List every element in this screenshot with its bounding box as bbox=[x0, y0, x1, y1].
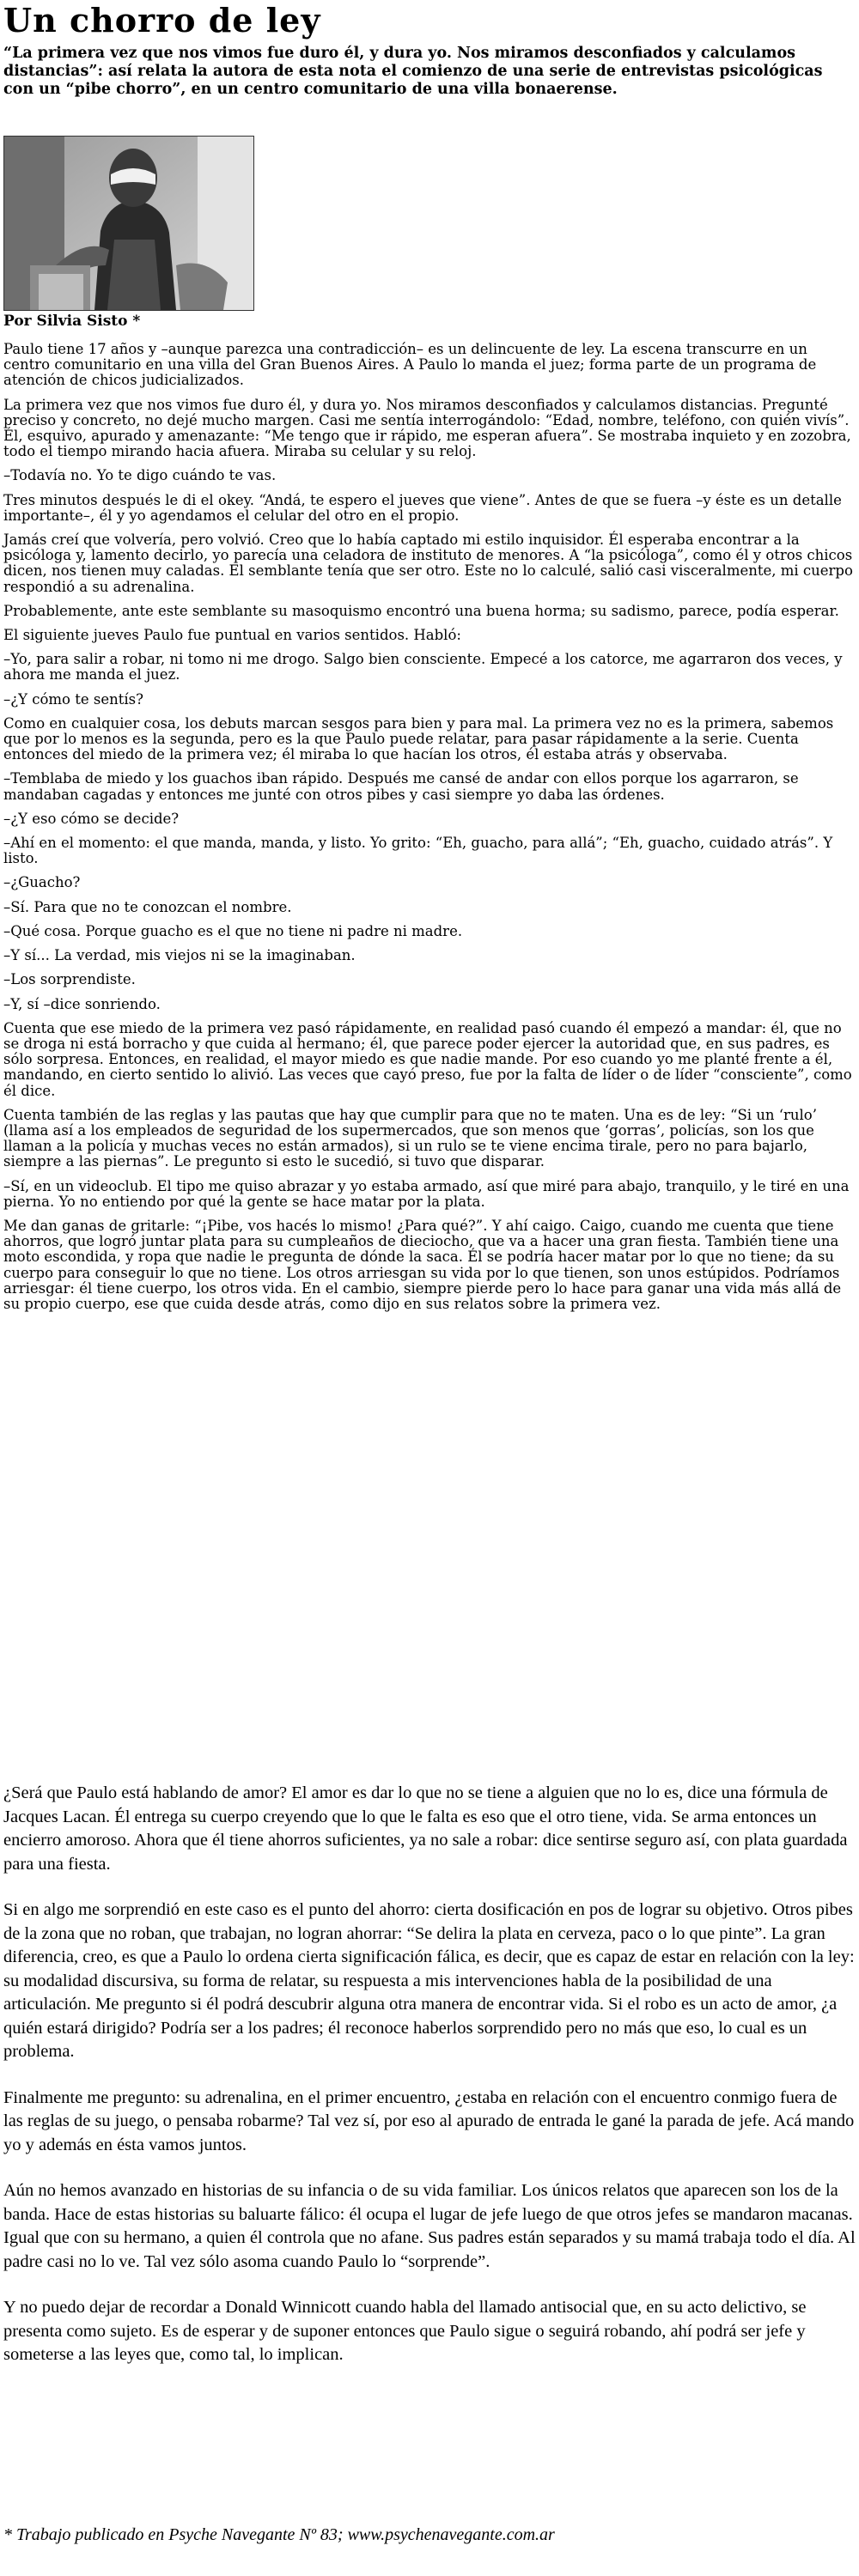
paragraph: –Y, sí –dice sonriendo. bbox=[3, 995, 161, 1012]
article-body-large bbox=[3, 1782, 856, 2390]
paragraph: La primera vez que nos vimos fue duro él, y dura yo. Nos miramos desconfiados y calculamos distancias. Pregunté preciso y concreto, no dejé mucho margen. Casi me sentía interrogándolo: “Edad, nombre, teléfono, con quién vivís”. Él, esquivo, apurado y amenazante: “Me tengo que ir rápido, me esperan afuera”. Se mostraba inquieto y en zozobra, todo el tiempo mirando hacia afuera. Miraba su celular y su reloj. bbox=[3, 396, 851, 460]
paragraph: Jamás creí que volvería, pero volvió. Creo que lo había captado mi estilo inquisidor. Él esperaba encontrar a la psicóloga y, lamento decirlo, yo parecía una celadora de instituto de menores. A “la psicóloga”, como él y otros chicos dicen, nos tienen muy caladas. El semblante tenía que ser otro. Este no lo calculé, salió casi visceralmente, mi cuerpo respondió a su adrenalina. bbox=[3, 532, 853, 595]
paragraph: –¿Guacho? bbox=[3, 874, 81, 891]
paragraph: Tres minutos después le di el okey. “Andá, te espero el jueves que viene”. Antes de que se fuera –y éste es un detalle importante–, él y yo agendamos el celular del otro en el propio. bbox=[3, 491, 842, 524]
paragraph: Cuenta que ese miedo de la primera vez pasó rápidamente, en realidad pasó cuando él empezó a mandar: él, que no se droga ni está borracho y que cuida al hermano; él, que parece poder ejercer la autoridad que, en sus padres, es sólo sorpresa. Entonces, en realidad, el mayor miedo es que nadie mande. Por eso cuando yo me planté frente a él, mandando, en cierto sentido lo alivió. Las veces que cayó preso, fue por la falta de líder o de líder “consciente”, como él dice. bbox=[3, 1019, 852, 1099]
paragraph: Finalmente me pregunto: su adrenalina, en el primer encuentro, ¿estaba en relación con el encuentro conmigo fuera de las reglas de su juego, o pensaba robarme? Tal vez sí, por eso al apurado de entrada le gané la parada de jefe. Acá mando yo y además en ésta vamos juntos. bbox=[3, 2087, 855, 2154]
paragraph: –Ahí en el momento: el que manda, manda, y listo. Yo grito: “Eh, guacho, para allá”; “Eh, guacho, cuidado atrás”. Y listo. bbox=[3, 835, 833, 867]
paragraph: –Yo, para salir a robar, ni tomo ni me drogo. Salgo bien consciente. Empecé a los catorce, me agarraron dos veces, y ahora me manda el juez. bbox=[3, 651, 843, 683]
paragraph: –¿Y cómo te sentís? bbox=[3, 690, 143, 708]
article-body-small bbox=[3, 342, 856, 1321]
photo-figure bbox=[4, 137, 253, 310]
paragraph: –Qué cosa. Porque guacho es el que no tiene ni padre ni madre. bbox=[3, 922, 463, 939]
paragraph: ¿Será que Paulo está hablando de amor? El amor es dar lo que no se tiene a alguien que no lo es, dice una fórmula de Jacques Lacan. Él entrega su cuerpo creyendo que lo que le falta es eso que el otro tiene, vida. Se arma entonces un encierro amoroso. Ahora que él tiene ahorros suficientes, ya no sale a robar: dice sentirse seguro así, con plata guardada para una fiesta. bbox=[3, 1783, 848, 1874]
paragraph: –¿Y eso cómo se decide? bbox=[3, 810, 180, 827]
article-lead: “La primera vez que nos vimos fue duro él, y dura yo. Nos miramos desconfiados y calculamos distancias”: así relata la autora de esta nota el comienzo de una serie de entrevistas psicológicas con un “pibe chorro”, en un centro comunitario de una villa bonaerense. bbox=[3, 45, 823, 98]
paragraph: –Sí, en un videoclub. El tipo me quiso abrazar y yo estaba armado, así que miré para abajo, tranquilo, y le tiré en una pierna. Yo no entiendo por qué la gente se hace matar por la plata. bbox=[3, 1177, 850, 1210]
paragraph: Me dan ganas de gritarle: “¡Pibe, vos hacés lo mismo! ¿Para qué?”. Y ahí caigo. Caigo, cuando me cuenta que tiene ahorros, que logró juntar plata para su cumpleaños de dieciocho, que va a hacer una gran fiesta. También tiene una moto escondida, y ropa que nadie le pregunta de dónde la saca. Él se podría hacer matar por lo que no tiene; da su cuerpo para conseguir lo que no tiene. Los otros arriesgan su vida por lo que tienen, son unos estúpidos. Podríamos arriesgar: él tiene cuerpo, los otros vida. En el cambio, siempre pierde pero lo hace para ganar una vida más allá de su propio cuerpo, ese que cuida desde atrás, como dijo en sus relatos sobre la primera vez. bbox=[3, 1217, 842, 1312]
paragraph: Como en cualquier cosa, los debuts marcan sesgos para bien y para mal. La primera vez no es la primera, sabemos que por lo menos es la segunda, pero es la que Paulo puede relatar, para pasar rápidamente a la serie. Cuenta entonces del miedo de la primera vez; él miraba lo que hacían los otros, él estaba atrás y observaba. bbox=[3, 714, 834, 763]
paragraph: Probablemente, ante este semblante su masoquismo encontró una buena horma; su sadismo, parece, podía esperar. bbox=[3, 602, 839, 619]
paragraph: –Todavía no. Yo te digo cuándo te vas. bbox=[3, 467, 277, 484]
article-title: Un chorro de ley bbox=[3, 1, 321, 39]
paragraph: –Y sí... La verdad, mis viejos ni se la imaginaban. bbox=[3, 947, 356, 964]
paragraph: Si en algo me sorprendió en este caso es el punto del ahorro: cierta dosificación en pos de lograr su objetivo. Otros pibes de la zona que no roban, que trabajan, no logran ahorrar: “Se delira la plata en cerveza, paco o lo que pinte”. La gran diferencia, creo, es que a Paulo lo ordena cierta significación fálica, es decir, que es capaz de estar en relación con la ley: su modalidad discursiva, su forma de relatar, su respuesta a mis intervenciones habla de la posibilidad de una articulación. Me pregunto si él podrá descubrir alguna otra manera de encontrar vida. Si el robo es un acto de amor, ¿a quién estará dirigido? Podría ser a los padres; él reconoce haberlos sorprendido pero no más que eso, lo cual es un problema. bbox=[3, 1900, 855, 2061]
paragraph: Cuenta también de las reglas y las pautas que hay que cumplir para que no te maten. Una es de ley: “Si un ‘rulo’ (llama así a los empleados de seguridad de los supermercados, que son menos que ‘gorras’, policías, son los que llaman a la policía y muchas veces no están armados), si un rulo se te viene encima tirale, pero no para bajarlo, siempre a las piernas”. Le pregunto si esto le sucedió, si tuvo que disparar. bbox=[3, 1106, 817, 1170]
article-byline: Por Silvia Sisto * bbox=[3, 313, 141, 330]
article-photo bbox=[3, 136, 254, 311]
paragraph: Paulo tiene 17 años y –aunque parezca una contradicción– es un delincuente de ley. La escena transcurre en un centro comunitario en una villa del Gran Buenos Aires. A Paulo lo manda el juez; forma parte de un programa de atención de chicos judicializados. bbox=[3, 341, 817, 389]
paragraph: Y no puedo dejar de recordar a Donald Winnicott cuando habla del llamado antisocial que, en su acto delictivo, se presenta como sujeto. Es de esperar y de suponer entonces que Paulo sigue o seguirá robando, ahí podrá ser jefe y someterse a las leyes que, como tal, lo implican. bbox=[3, 2298, 807, 2364]
paragraph: El siguiente jueves Paulo fue puntual en varios sentidos. Habló: bbox=[3, 627, 461, 644]
paragraph: –Sí. Para que no te conozcan el nombre. bbox=[3, 898, 292, 915]
paragraph: Aún no hemos avanzado en historias de su infancia o de su vida familiar. Los únicos relatos que aparecen son los de la banda. Hace de estas historias su baluarte fálico: él ocupa el lugar de jefe luego de que otros jefes se mandaron macanas. Igual que con su hermano, a quien él controla que no afane. Sus padres están separados y su mamá trabaja todo el día. Al padre casi no lo ve. Tal vez sólo asoma cuando Paulo lo “sorprende”. bbox=[3, 2181, 856, 2271]
paragraph: –Los sorprendiste. bbox=[3, 971, 136, 988]
article-footnote: * Trabajo publicado en Psyche Navegante Nº 83; www.psychenavegante.com.ar bbox=[3, 2525, 555, 2544]
paragraph: –Temblaba de miedo y los guachos iban rápido. Después me cansé de andar con ellos porque los agarraron, se mandaban cagadas y entonces me junté con otros pibes y casi siempre yo daba las órdenes. bbox=[3, 770, 799, 803]
